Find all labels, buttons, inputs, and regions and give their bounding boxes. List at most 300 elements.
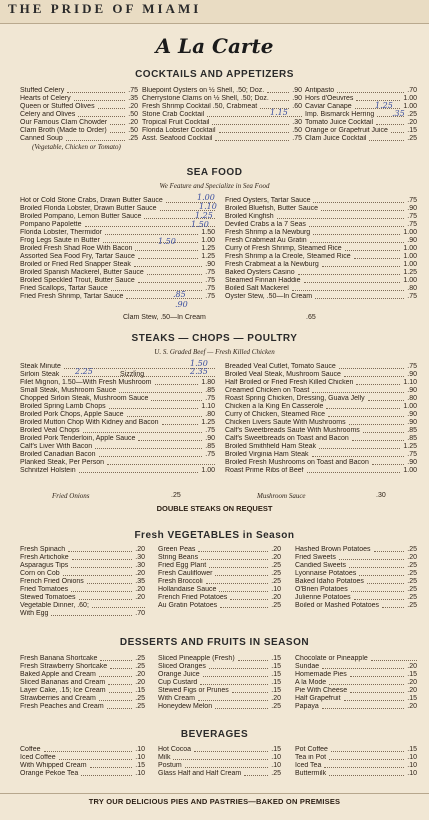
double-steaks-note: DOUBLE STEAKS ON REQUEST — [156, 504, 273, 513]
menu-item-price: .85 — [407, 435, 417, 442]
menu-item — [225, 245, 417, 253]
handwritten-caviar-price: 1.25 — [375, 101, 393, 110]
dot-leader — [313, 234, 400, 235]
menu-item-price: .25 — [407, 594, 417, 601]
handwritten-shrimp-price: .90 — [175, 300, 188, 309]
menu-item — [20, 213, 215, 221]
menu-item-name: Sundae — [295, 663, 320, 670]
menu-item — [225, 443, 417, 451]
menu-item-name: Schnitzel Holstein — [20, 467, 76, 474]
menu-item-price: .90 — [407, 387, 417, 394]
dot-leader — [99, 676, 132, 677]
menu-item-price: .90 — [205, 435, 215, 442]
menu-item-name: Curry of Chicken, Steamed Rice — [225, 411, 325, 418]
dot-leader — [329, 759, 404, 760]
menu-item-price: .15 — [271, 655, 281, 662]
menu-item-name: Pie With Cheese — [295, 687, 348, 694]
menu-item-name: Homemade Pies — [295, 671, 347, 678]
menu-item-price: .75 — [205, 427, 215, 434]
menu-item-name: Fried Oysters, Tartar Sauce — [225, 197, 311, 204]
menu-item-name: Creamed Chicken on Toast — [225, 387, 310, 394]
menu-item-name: Pot Coffee — [295, 746, 328, 753]
menu-item — [225, 419, 417, 427]
menu-item — [225, 411, 417, 419]
menu-item — [225, 213, 417, 221]
menu-item-price: .10 — [271, 586, 281, 593]
menu-item-price: 1.00 — [403, 253, 417, 260]
dot-leader — [51, 615, 132, 616]
menu-item-price: .15 — [407, 695, 417, 702]
menu-item-price: 1.10 — [201, 403, 215, 410]
menu-item-price: .20 — [135, 679, 145, 686]
dot-leader — [322, 668, 404, 669]
menu-item-price: .20 — [135, 594, 145, 601]
menu-item-price: 1.25 — [201, 419, 215, 426]
desserts-heading: DESSERTS AND FRUITS IN SEASON — [119, 637, 310, 648]
menu-item-name: With Whipped Cream — [20, 762, 87, 769]
menu-item-price: .20 — [135, 570, 145, 577]
seafood-subheading: We Feature and Specialize in Sea Food — [159, 182, 270, 190]
menu-item-price: .25 — [128, 135, 138, 142]
menu-item — [225, 229, 417, 237]
menu-item — [20, 663, 145, 671]
menu-item-name: Layer Cake, .15; Ice Cream — [20, 687, 106, 694]
menu-item-name: Postum — [158, 762, 182, 769]
dot-leader — [319, 448, 400, 449]
dot-leader — [126, 298, 202, 299]
menu-item-name: Orange Juice — [158, 671, 200, 678]
menu-item-name: Steamed Finnan Haddie — [225, 277, 301, 284]
mushroom-sauce: Mushroom Sauce — [257, 492, 306, 500]
menu-item — [295, 762, 417, 770]
menu-item — [305, 127, 417, 135]
footer-note: TRY OUR DELICIOUS PIES AND PASTRIES—BAKED ON PREMISES — [0, 793, 429, 806]
dot-leader — [100, 660, 132, 661]
menu-item-price: .70 — [135, 610, 145, 617]
menu-item-name: Stuffed Celery — [20, 87, 65, 94]
banner-title: THE PRIDE OF MIAMI — [8, 1, 202, 16]
menu-item-name: Broiled Pork Chops, Apple Sauce — [20, 411, 124, 418]
dot-leader — [173, 759, 268, 760]
menu-item-price: .10 — [271, 754, 281, 761]
menu-item-name: Fresh Broccoli — [158, 578, 203, 585]
menu-item-price: .15 — [271, 663, 281, 670]
menu-item-name: Half Grapefruit — [295, 695, 341, 702]
menu-item-name: Strawberries and Cream — [20, 695, 96, 702]
menu-item-name: Breaded Veal Cutlet, Tomato Sauce — [225, 363, 336, 370]
menu-item — [225, 253, 417, 261]
menu-item — [20, 570, 145, 578]
menu-item-price: .25 — [407, 602, 417, 609]
menu-item — [158, 602, 281, 610]
menu-item-name: Frog Legs Saute in Butter — [20, 237, 100, 244]
menu-item-price: .90 — [292, 95, 302, 102]
dot-leader — [349, 567, 404, 568]
menu-item — [158, 770, 281, 778]
menu-item-name: String Beans — [158, 554, 199, 561]
menu-item — [20, 451, 215, 459]
dot-leader — [215, 575, 268, 576]
dot-leader — [298, 274, 400, 275]
menu-item-price: .20 — [271, 554, 281, 561]
menu-item-price: .15 — [407, 671, 417, 678]
menu-item-name: Hot Cocoa — [158, 746, 192, 753]
steaks-col2 — [225, 363, 417, 475]
dot-leader — [83, 432, 202, 433]
dot-leader — [391, 132, 404, 133]
seafood-col2 — [225, 197, 417, 301]
clam-stew-price: .65 — [306, 314, 316, 321]
banner — [0, 0, 429, 24]
menu-item — [158, 754, 281, 762]
menu-item-price: .25 — [135, 703, 145, 710]
dot-leader — [209, 668, 268, 669]
dot-leader — [151, 400, 202, 401]
menu-item — [225, 363, 417, 371]
menu-item-price: 1.10 — [403, 379, 417, 386]
menu-item — [158, 594, 281, 602]
menu-item — [20, 586, 145, 594]
dot-leader — [209, 567, 268, 568]
menu-item — [225, 269, 417, 277]
menu-item-price: .60 — [292, 103, 302, 110]
menu-item-name: With Cream — [158, 695, 195, 702]
dot-leader — [313, 202, 404, 203]
menu-item — [158, 703, 281, 711]
dot-leader — [201, 559, 268, 560]
menu-item-name: Glass Half and Half Cream — [158, 770, 242, 777]
menu-item — [20, 387, 215, 395]
dot-leader — [79, 472, 198, 473]
dot-leader — [369, 140, 404, 141]
menu-item-name: Milk — [158, 754, 171, 761]
dot-leader — [71, 591, 132, 592]
menu-item — [20, 602, 145, 610]
menu-item-price: 1.00 — [201, 237, 215, 244]
dot-leader — [351, 591, 404, 592]
dot-leader — [315, 298, 404, 299]
menu-item — [20, 687, 145, 695]
dot-leader — [108, 684, 132, 685]
menu-item — [20, 546, 145, 554]
menu-item-price: 1.00 — [403, 277, 417, 284]
menu-item-price: .10 — [407, 754, 417, 761]
dot-leader — [382, 607, 404, 608]
dot-leader — [322, 708, 404, 709]
dot-leader — [155, 384, 198, 385]
menu-item-name: Fresh Peaches and Cream — [20, 703, 104, 710]
menu-item-price: .20 — [135, 671, 145, 678]
menu-item-name: Tropical Fruit Cocktail — [142, 119, 210, 126]
handwritten-bismarck-price: .35 — [392, 109, 405, 118]
menu-item-name: Chopped Sirloin Steak, Mushroom Sauce — [20, 395, 149, 402]
menu-item-name: Iced Tea — [295, 762, 322, 769]
menu-item-name: Canned Soup — [20, 135, 63, 142]
menu-item — [20, 197, 215, 205]
dot-leader — [44, 751, 132, 752]
menu-item-name: Fresh Strawberry Shortcake — [20, 663, 108, 670]
menu-item — [20, 371, 215, 379]
menu-item-name: Calf's Sweetbreads Saute With Mushrooms — [225, 427, 360, 434]
menu-item — [295, 746, 417, 754]
menu-item — [20, 269, 215, 277]
menu-item-name: Curry of Fresh Shrimp, Steamed Rice — [225, 245, 342, 252]
menu-item-price: .35 — [135, 578, 145, 585]
dot-leader — [109, 692, 132, 693]
menu-item-price: .30 — [135, 554, 145, 561]
page-title: A La Carte — [155, 34, 274, 58]
menu-item-price: .90 — [407, 419, 417, 426]
menu-item-price: .20 — [271, 546, 281, 553]
handwritten-steak-minute-price: 1.50 — [190, 359, 208, 368]
menu-item — [295, 602, 417, 610]
menu-item-price: .50 — [128, 111, 138, 118]
steaks-col1 — [20, 363, 215, 475]
menu-item-price: .20 — [407, 119, 417, 126]
menu-item-name: Broiled Kingfish — [225, 213, 274, 220]
menu-item — [158, 570, 281, 578]
menu-item-name: Chicken a la King En Casserole — [225, 403, 324, 410]
menu-item-name: Fried Fresh Shrimp, Tartar Sauce — [20, 293, 124, 300]
menu-item — [305, 135, 417, 143]
menu-item-price: 1.00 — [403, 229, 417, 236]
menu-item-price: .75 — [407, 221, 417, 228]
menu-item-price: .80 — [407, 395, 417, 402]
dot-leader — [326, 408, 400, 409]
desserts-col2 — [158, 655, 281, 711]
handwritten-frog-legs-price: 1.50 — [158, 237, 176, 246]
menu-item-price: .25 — [271, 770, 281, 777]
menu-item-price: .20 — [128, 119, 138, 126]
menu-item-price: 1.50 — [201, 229, 215, 236]
beverages-col3 — [295, 746, 417, 778]
menu-item — [225, 371, 417, 379]
menu-item-name: Hors d'Oeuvres — [305, 95, 354, 102]
menu-item — [305, 87, 417, 95]
beverages-heading: BEVERAGES — [180, 729, 249, 740]
dot-leader — [376, 124, 404, 125]
menu-item-name: Caviar Canape — [305, 103, 352, 110]
menu-item-name: Honeydew Melon — [158, 703, 213, 710]
dot-leader — [212, 124, 289, 125]
menu-item-price: .70 — [407, 87, 417, 94]
menu-item-price: .75 — [205, 451, 215, 458]
menu-item-price: .25 — [135, 655, 145, 662]
menu-item — [20, 427, 215, 435]
menu-item-price: .25 — [271, 578, 281, 585]
menu-item — [158, 655, 281, 663]
dot-leader — [68, 551, 132, 552]
menu-item-name: Roast Prime Ribs of Beef — [225, 467, 304, 474]
menu-item — [20, 237, 215, 245]
dot-leader — [194, 751, 268, 752]
menu-item — [20, 95, 138, 103]
menu-item — [20, 103, 138, 111]
menu-item-name: Florida Lobster, Thermidor — [20, 229, 102, 236]
menu-item-name: Fresh Shrimp a la Creole, Steamed Rice — [225, 253, 351, 260]
menu-item — [305, 95, 417, 103]
menu-item — [225, 403, 417, 411]
menu-item-price: .15 — [135, 687, 145, 694]
menu-item-name: O'Brien Potatoes — [295, 586, 348, 593]
menu-item-price: .75 — [205, 285, 215, 292]
menu-item-name: Broiled Spring Lamb Chops — [20, 403, 106, 410]
menu-item-price: .75 — [128, 87, 138, 94]
dot-leader — [371, 660, 417, 661]
menu-item-name: Candied Sweets — [295, 562, 346, 569]
menu-item-name: Cup Custard — [158, 679, 198, 686]
menu-item — [225, 427, 417, 435]
menu-item-name: Broiled Spanish Mackerel, Butter Sauce — [20, 269, 144, 276]
menu-item-price: .25 — [407, 570, 417, 577]
menu-item-name: Iced Coffee — [20, 754, 56, 761]
menu-item — [295, 594, 417, 602]
menu-item-price: .25 — [271, 570, 281, 577]
dot-leader — [230, 599, 268, 600]
menu-item-price: .15 — [271, 679, 281, 686]
dot-leader — [345, 250, 400, 251]
dot-leader — [277, 218, 404, 219]
menu-item-name: Broiled Virginia Ham Steak — [225, 451, 309, 458]
menu-item — [20, 87, 138, 95]
handwritten-stone-crabs-price: 1.00 — [197, 193, 215, 202]
dot-leader — [367, 583, 404, 584]
handwritten-lobster-price: 1.10 — [199, 202, 217, 211]
menu-item-name: Celery and Olives — [20, 111, 76, 118]
menu-item-name: Green Peas — [158, 546, 196, 553]
menu-item-name: Boiled Salt Mackerel — [225, 285, 289, 292]
dot-leader — [99, 700, 132, 701]
menu-item-price: .90 — [407, 411, 417, 418]
dot-leader — [105, 234, 198, 235]
menu-item — [20, 221, 215, 229]
menu-item-price: .25 — [407, 546, 417, 553]
menu-item-price: .75 — [292, 135, 302, 142]
dot-leader — [312, 456, 404, 457]
menu-item — [225, 261, 417, 269]
menu-item-price: .35 — [128, 95, 138, 102]
menu-item-name: Clam Broth (Made to Order) — [20, 127, 107, 134]
dot-leader — [354, 258, 400, 259]
menu-item — [20, 762, 145, 770]
menu-item — [142, 127, 302, 135]
dot-leader — [244, 775, 268, 776]
menu-item-name: Fresh Cauliflower — [158, 570, 213, 577]
menu-item — [20, 671, 145, 679]
menu-item-name: Au Gratin Potatoes — [158, 602, 218, 609]
dot-leader — [74, 100, 125, 101]
dot-leader — [329, 775, 404, 776]
seafood-col1 — [20, 197, 215, 301]
menu-item — [295, 695, 417, 703]
menu-item-name: Broiled or Fried Red Snapper Steak — [20, 261, 131, 268]
dot-leader — [200, 684, 268, 685]
menu-item — [158, 546, 281, 554]
menu-item — [158, 562, 281, 570]
menu-item — [20, 135, 138, 143]
menu-item-name: Fried Sweets — [295, 554, 336, 561]
handwritten-papolette-price: 1.50 — [191, 220, 209, 229]
menu-item-price: 1.00 — [201, 467, 215, 474]
menu-item-price: .20 — [407, 679, 417, 686]
dot-leader — [127, 416, 202, 417]
menu-item-name: Boiled or Mashed Potatoes — [295, 602, 380, 609]
menu-item — [225, 205, 417, 213]
vegetables-col3 — [295, 546, 417, 610]
dot-leader — [349, 424, 404, 425]
menu-item-name: Stewed Figs or Prunes — [158, 687, 229, 694]
menu-item-price: .20 — [271, 594, 281, 601]
dot-leader — [138, 440, 202, 441]
menu-item — [295, 562, 417, 570]
dot-leader — [66, 140, 125, 141]
menu-item-price: .75 — [407, 197, 417, 204]
dot-leader — [71, 567, 132, 568]
menu-item-name: Imp. Bismarck Herring — [305, 111, 375, 118]
menu-item — [158, 671, 281, 679]
menu-item-price: 1.00 — [403, 95, 417, 102]
dot-leader — [374, 551, 404, 552]
steaks-subheading: U. S. Graded Beef — Fresh Killed Chicken — [154, 348, 275, 356]
menu-item — [142, 119, 302, 127]
menu-item-name: Lyonnaise Potatoes — [295, 570, 357, 577]
dot-leader — [321, 210, 404, 211]
menu-item-name: Tea in Pot — [295, 754, 327, 761]
dot-leader — [98, 108, 125, 109]
menu-item-name: Julienne Potatoes — [295, 594, 351, 601]
menu-item-name: Baked Idaho Potatoes — [295, 578, 364, 585]
menu-item — [20, 363, 215, 371]
menu-item-price: 1.00 — [403, 103, 417, 110]
menu-item — [158, 687, 281, 695]
menu-item — [225, 197, 417, 205]
menu-item-name: Baked Oysters Casino — [225, 269, 295, 276]
menu-item-name: Deviled Crabs a la 7 Seas — [225, 221, 306, 228]
menu-item-name: Fresh Banana Shortcake — [20, 655, 98, 662]
menu-item-price: .25 — [271, 703, 281, 710]
menu-item-price: .90 — [205, 261, 215, 268]
menu-item — [20, 459, 215, 467]
dot-leader — [110, 124, 125, 125]
menu-item — [20, 562, 145, 570]
menu-item — [20, 261, 215, 269]
menu-item-price: .25 — [407, 111, 417, 118]
menu-item — [225, 237, 417, 245]
desserts-col3 — [295, 655, 417, 711]
menu-item — [20, 253, 215, 261]
menu-item — [158, 762, 281, 770]
dot-leader — [372, 464, 404, 465]
dot-leader — [110, 668, 132, 669]
menu-item-name: Broiled Fresh Mushrooms on Toast and Bacon — [225, 459, 369, 466]
menu-item — [295, 703, 417, 711]
dot-leader — [219, 132, 289, 133]
handwritten-scallops-price: .85 — [173, 290, 186, 299]
menu-item-name: Bluepoint Oysters on ½ Shell, .50; Doz. — [142, 87, 265, 94]
menu-item-price: .85 — [205, 443, 215, 450]
menu-item-name: Hot or Cold Stone Crabs, Drawn Butter Sauce — [20, 197, 163, 204]
menu-item-price: .20 — [407, 703, 417, 710]
menu-item-name: Broiled Pompano, Lemon Butter Sauce — [20, 213, 142, 220]
menu-item — [20, 395, 215, 403]
menu-item-name: Fried Scallops, Tartar Sauce — [20, 285, 108, 292]
menu-item-name: Hashed Brown Potatoes — [295, 546, 371, 553]
menu-item-price: .75 — [407, 451, 417, 458]
menu-item-price: 1.00 — [403, 467, 417, 474]
menu-item — [305, 119, 417, 127]
handwritten-pompano-price: 1.25 — [195, 211, 213, 220]
menu-item-price: 1.25 — [201, 253, 215, 260]
